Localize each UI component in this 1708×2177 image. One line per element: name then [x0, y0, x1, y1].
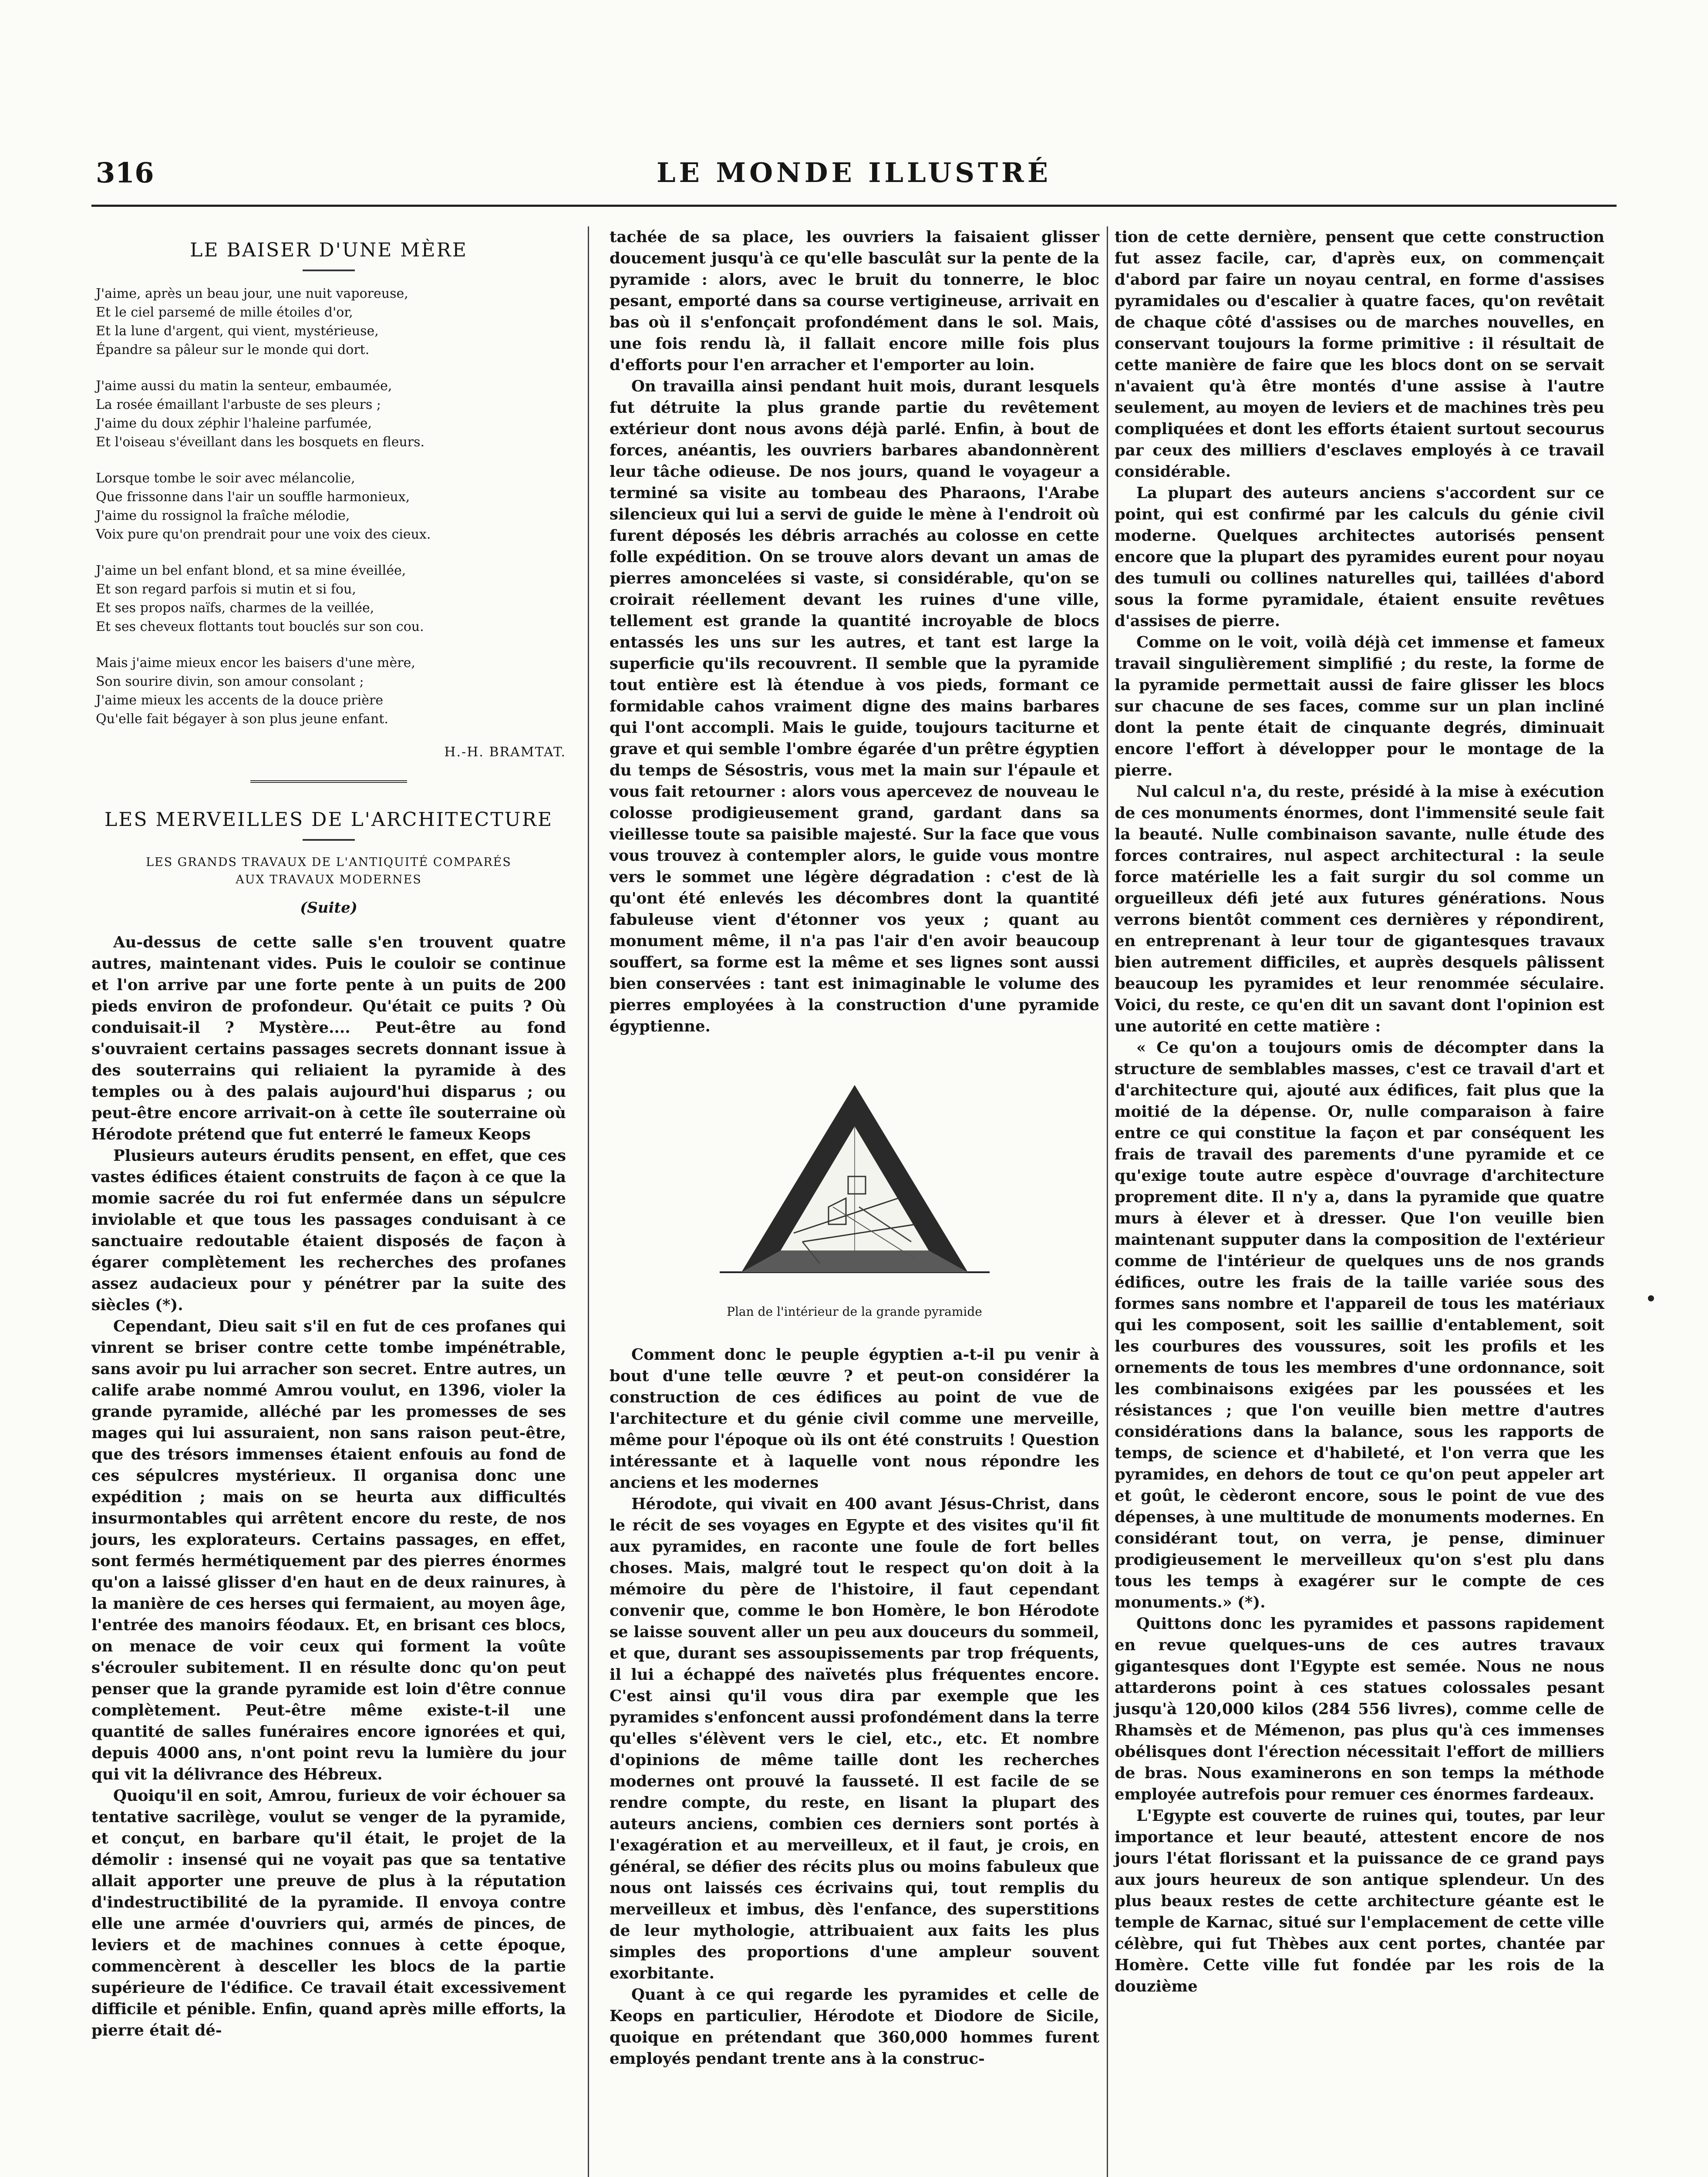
- poem-line: J'aime, après un beau jour, une nuit vaporeuse,: [96, 286, 408, 301]
- poem-line: J'aime du doux zéphir l'haleine parfumée,: [96, 416, 372, 431]
- paragraph: Quant à ce qui regarde les pyramides et celle de Keops en particulier, Hérodote et Diodore de Sicile, quoique en prétendant que 360,000 hommes furent employés pendant trente ans à la construc-: [610, 1986, 1099, 2068]
- paragraph: Plusieurs auteurs érudits pensent, en effet, que ces vastes édifices étaient construits de façon à ce que la momie sacrée du roi fut enfermée dans un sépulcre inviolable et que tous les passages conduisant à ce sanctuaire redoutable étaient disposés de façon à égarer complètement les recherches des profanes assez audacieux pour y pénétrer par la suite des siècles (*).: [91, 1147, 566, 1314]
- poem-line: J'aime un bel enfant blond, et sa mine éveillée,: [96, 563, 406, 578]
- paragraph: tion de cette dernière, pensent que cette construction fut assez facile, car, d'après eux, on commençait d'abord par faire un noyau central, en forme d'assises pyramidales ou d'escalier à quatre faces, qu'on revêtait de chaque côté d'assises ou de marches nouvelles, en conservant toujours la forme primitive : il résultait de cette manière de faire que les blocs dont on se servait n'avaient qu'à être montés d'une assise à l'autre seulement, au moyen de leviers et de machines très peu compliquées et dont les efforts étaient surtout secourus par ceux des milliers d'esclaves employés à ce travail considérable.: [1115, 228, 1604, 481]
- figure-caption: Plan de l'intérieur de la grande pyramide: [727, 1304, 982, 1319]
- paragraph: Quittons donc les pyramides et passons rapidement en revue quelques-uns de ces autres travaux gigantesques dont l'Egypte est semée. Nous ne nous attarderons point à ces statues colossales pesant jusqu'à 120,000 kilos (284 556 livres), comme celle de Rhamsès et de Mémenon, pas plus qu'à ces immenses obélisques dont l'érection nécessitait l'effort de milliers de bras. Nous examinerons en son temps la méthode employée autrefois pour remuer ces énormes fardeaux.: [1115, 1615, 1604, 1803]
- poem-line: Son sourire divin, son amour consolant ;: [96, 674, 364, 689]
- poem-line: J'aime mieux les accents de la douce prière: [96, 693, 384, 708]
- quotation-paragraph: « Ce qu'on a toujours omis de décompter dans la structure de semblables masses, c'est ce travail d'art et d'architecture qui, ajouté aux édifices, fait plus que la moitié de la dépense. Or, nulle comparaison à faire entre ce qui constitue la façon et par conséquent les frais de travail des parements d'une pyramide et ce qu'exige toute autre espèce d'ouvrage d'architecture proprement dite. Il n'y a, dans la pyramide que quatre murs à élever et à dresser. Que l'on veuille bien maintenant supputer dans la composition de l'extérieur comme de l'intérieur de quelques uns de nos grands édifices, outre les frais de la taille variée sous des formes sans nombre et l'appareil de tous les matériaux qui les composent, soit les saillie d'entablement, soit les courbures des voussures, soit les profils et les ornements de tous les membres d'une ordonnance, soit les combinaisons exigées par les poussées et les résistances ; que l'on veuille bien mettre d'autres considérations dans la balance, sous les rapports de temps, de science et d'habileté, et l'on verra que les pyramides, en dehors de tout ce qu'on peut appeler art et goût, le cèderont encore, sous le point de vue des dépenses, à une multitude de monuments modernes. En considérant tout, on verra, je pense, diminuer prodigieusement le merveilleux qu'on s'est plu dans tous les temps à exagérer sur le compte de ces monuments.» (*).: [1115, 1039, 1604, 1611]
- paragraph: Comme on le voit, voilà déjà cet immense et fameux travail singulièrement simplifié ; du reste, la forme de la pyramide permettait aussi de faire glisser les blocs sur chacune de ses faces, comme sur un plan incliné dont la pente était de cinquante degrés, diminuait encore l'effort à développer pour le montage de la pierre.: [1115, 634, 1604, 779]
- poem-line: Mais j'aime mieux encor les baisers d'une mère,: [96, 655, 415, 671]
- section-divider: [250, 780, 407, 783]
- paragraph: Comment donc le peuple égyptien a-t-il pu venir à bout d'une telle œuvre ? et peut-on considérer la construction de ces édifices au point de vue de l'architecture et du génie civil comme une merveille, même pour l'époque où ils ont été construits ! Question intéressante et à laquelle vont nous répondre les anciens et les modernes: [610, 1346, 1099, 1492]
- poem-line: Et la lune d'argent, qui vient, mystérieuse,: [96, 324, 379, 339]
- poem-title: LE BAISER D'UNE MÈRE: [190, 239, 468, 261]
- paragraph: tachée de sa place, les ouvriers la faisaient glisser doucement jusqu'à ce qu'elle basculât sur la pente de la pyramide : alors, avec le bruit du tonnerre, le bloc pesant, emporté dans sa course vertigineuse, arrivait en bas où il s'enfonçait profondément dans le sol. Mais, une fois rendu là, il fallait encore mille fois plus d'efforts pour l'en arracher et l'emporter au loin.: [610, 228, 1099, 374]
- pyramid-cross-section-illustration: [715, 1068, 994, 1294]
- poem-line: La rosée émaillant l'arbuste de ses pleurs ;: [96, 397, 381, 412]
- paragraph: Nul calcul n'a, du reste, présidé à la mise à exécution de ces monuments énormes, dont l'immensité seule fait la beauté. Nulle combinaison savante, nulle étude des forces contraires, nul aspect architectural : la seule force matérielle les a fait surgir du sol comme un orgueilleux défi jeté aux futures générations. Nous verrons bientôt comment ces dernières y répondirent, en entreprenant à leur tour de gigantesques travaux bien autrement difficiles, et auprès desquels pâlissent beaucoup les pyramides et leur renommée séculaire. Voici, du reste, ce qu'en dit un savant dont l'opinion est une autorité en cette matière :: [1115, 783, 1604, 1035]
- paragraph: Quoiqu'il en soit, Amrou, furieux de voir échouer sa tentative sacrilège, voulut se venger de la pyramide, et conçut, en barbare qu'il était, le projet de la démolir : insensé qui ne voyait pas que sa tentative allait apporter une preuve de plus à la réputation d'indestructibilité de la pyramide. Il envoya contre elle une armée d'ouvriers qui, armés de pinces, de leviers et de machines connues à cette époque, commencèrent à desceller les blocs de la partie supérieure de l'édifice. Ce travail était excessivement difficile et pénible. Enfin, quand après mille efforts, la pierre était dé-: [91, 1787, 566, 2039]
- paragraph: L'Egypte est couverte de ruines qui, toutes, par leur importance et leur beauté, attestent encore de nos jours l'état florissant et la puissance de ce grand pays aux jours heureux de son antique splendeur. Un des plus beaux restes de cette architecture géante est le temple de Karnac, situé sur l'emplacement de cette ville célèbre, qui fut Thèbes aux cent portes, chantée par Homère. Cette ville fut fondée par les rois de la douzième: [1115, 1807, 1604, 1995]
- poem-body: [91, 284, 566, 728]
- article-subtitle: [91, 854, 566, 889]
- paragraph: Hérodote, qui vivait en 400 avant Jésus-Christ, dans le récit de ses voyages en Egypte et des visites qu'il fit aux pyramides, en raconte une foule de fort belles choses. Mais, malgré tout le respect qu'on doit à la mémoire du père de l'histoire, il faut cependant convenir que, comme le bon Homère, le bon Hérodote se laisse souvent aller un peu aux douceurs du sommeil, et que, durant ses assoupissements par trop fréquents, il lui a échappé des naïvetés plus fréquentes encore. C'est ainsi qu'il vous dira par exemple que les pyramides s'enfoncent aussi profondément dans la terre qu'elles s'élèvent vers le ciel, etc., etc. Et nombre d'opinions de même taille dont les recherches modernes ont prouvé la fausseté. Il est facile de se rendre compte, du reste, en lisant la plupart des auteurs anciens, combien ces derniers sont portés à l'exagération et au merveilleux, et il faut, je crois, en général, se défier des récits plus ou moins fabuleux que nous ont laissés ces écrivains qui, tout remplis du merveilleux et imbus, dès l'enfance, des superstitions de leur mythologie, attribuaient aux faits les plus simples des proportions d'une ampleur souvent exorbitante.: [610, 1495, 1099, 1982]
- ink-mark: [1648, 1295, 1654, 1301]
- paragraph: Au-dessus de cette salle s'en trouvent quatre autres, maintenant vides. Puis le couloir se continue et l'on arrive par une forte pente à un puits de 200 pieds environ de profondeur. Qu'était ce puits ? Où conduisait-il ? Mystère.... Peut-être au fond s'ouvraient certains passages secrets donnant issue à des souterrains qui reliaient la pyramide à des temples ou à des palais aujourd'hui disparus ; ou peut-être encore arrivait-on à cette île souterraine où Hérodote prétend que fut enterré le fameux Keops: [91, 933, 566, 1143]
- poem-stanza: [96, 469, 566, 544]
- column-3: [1115, 226, 1604, 1997]
- page-number: 316: [96, 157, 154, 189]
- poem-author: H.-H. BRAMTAT.: [444, 745, 566, 760]
- article-title-rule: [303, 839, 355, 841]
- column-divider: [588, 226, 589, 2177]
- poem-line: Voix pure qu'on prendrait pour une voix des cieux.: [96, 527, 431, 542]
- article-subtitle-line: AUX TRAVAUX MODERNES: [236, 873, 422, 886]
- column-2-text-top: [610, 226, 1099, 1037]
- poem-line: J'aime du rossignol la fraîche mélodie,: [96, 508, 350, 523]
- poem-line: Épandre sa pâleur sur le monde qui dort.: [96, 342, 370, 357]
- poem-stanza: [96, 561, 566, 636]
- poem-line: Que frissonne dans l'air un souffle harmonieux,: [96, 489, 410, 505]
- poem-line: Et ses cheveux flottants tout bouclés sur son cou.: [96, 619, 424, 634]
- paragraph: On travailla ainsi pendant huit mois, durant lesquels fut détruite la plus grande partie du revêtement extérieur dont nous avons déjà parlé. Enfin, à bout de forces, anéantis, les ouvriers barbares abandonnèrent leur tâche odieuse. De nos jours, quand le voyageur a terminé sa visite au tombeau des Pharaons, l'Arabe silencieux qui lui a servi de guide le mène à l'endroit où furent déposés les débris arrachés au colosse en cette folle expédition. On se trouve alors devant un amas de pierres amoncelées si vaste, si considérable, qu'on se croirait réellement devant les ruines d'une ville, tellement est grande la quantité incroyable de blocs entassés les uns sur les autres, et tant est large la superficie qu'ils recouvrent. Il semble que la pyramide tout entière est là étendue à vos pieds, formant ce formidable cahos vraiment digne des mains barbares qui l'ont accompli. Mais le guide, toujours taciturne et grave et qui semble l'ombre égarée d'un prêtre égyptien du temps de Sésostris, vous met la main sur l'épaule et vous fait retourner : alors vous apercevez de nouveau le colosse prodigieusement grand, gardant dans sa vieillesse toute sa paisible majesté. Sur la face que vous vous trouvez à contempler alors, le guide vous montre vers le sommet une légère dégradation : c'est de là qu'ont été enlevés les décombres dont la quantité fabuleuse vient d'étonner vos yeux ; quant au monument même, il n'a pas l'air d'en avoir beaucoup souffert, sa forme est la même et ses lignes sont aussi bien conservées : tant est inimaginable le volume des pierres employées à la construction d'une pyramide égyptienne.: [610, 377, 1099, 1035]
- page-header: [91, 157, 1617, 200]
- poem-line: Et ses propos naïfs, charmes de la veillée,: [96, 600, 374, 616]
- column-divider: [1107, 226, 1108, 2177]
- poem-line: Qu'elle fait bégayer à son plus jeune enfant.: [96, 711, 388, 727]
- poem-line: Et l'oiseau s'éveillant dans les bosquets en fleurs.: [96, 435, 425, 450]
- poem-line: Et le ciel parsemé de mille étoiles d'or,: [96, 305, 353, 320]
- poem-title-rule: [303, 270, 355, 271]
- paragraph: Cependant, Dieu sait s'il en fut de ces profanes qui vinrent se briser contre cette tombe impénétrable, sans avoir pu lui arracher son secret. Entre autres, un calife arabe nommé Amrou voulut, en 1396, violer la grande pyramide, alléché par les promesses de ses mages qui lui assuraient, non sans raison peut-être, que des trésors immenses étaient enfouis au fond de ces sépulcres mystérieux. Il organisa donc une expédition ; mais on se heurta aux difficultés insurmontables qui arrêtent encore du reste, de nos jours, les explorateurs. Certains passages, en effet, sont fermés hermétiquement par des pierres énormes qu'on a laissé glisser d'en haut en de deux rainures, à la manière de ces herses qui fermaient, au moyen âge, l'entrée des manoirs féodaux. Et, en brisant ces blocs, on menace de voir ceux qui forment la voûte s'écrouler subitement. Il en résulte donc qu'on peut penser que la grande pyramide est loin d'être connue complètement. Peut-être même existe-t-il une quantité de salles funéraires encore ignorées et qui, depuis 4000 ans, n'ont point revu la lumière du jour qui vit la délivrance des Hébreux.: [91, 1318, 566, 1783]
- article-subtitle-line: LES GRANDS TRAVAUX DE L'ANTIQUITÉ COMPARÉS: [146, 856, 512, 869]
- paragraph: La plupart des auteurs anciens s'accordent sur ce point, qui est confirmé par les calculs du génie civil moderne. Quelques architectes autorisés pensent encore que la plupart des pyramides eurent pour noyau des tumuli ou collines naturelles qui, taillées d'abord sous la forme pyramidale, étaient ensuite revêtues d'assises de pierre.: [1115, 484, 1604, 630]
- poem-stanza: [96, 654, 566, 728]
- article-continuation: (Suite): [300, 899, 357, 917]
- article-title: LES MERVEILLES DE L'ARCHITECTURE: [104, 809, 553, 831]
- pyramid-figure: [610, 1068, 1099, 1322]
- header-rule: [91, 205, 1617, 207]
- column-3-text-b: [1115, 1613, 1604, 1997]
- column-2: [610, 226, 1099, 2069]
- column-3-text-a: [1115, 226, 1604, 1037]
- column-1: [91, 226, 566, 2041]
- poem-line: Et son regard parfois si mutin et si fou,: [96, 582, 356, 597]
- poem-line: J'aime aussi du matin la senteur, embaumée,: [96, 378, 392, 394]
- column-2-text-bottom: [610, 1344, 1099, 2069]
- poem-stanza: [96, 284, 566, 359]
- poem-line: Lorsque tombe le soir avec mélancolie,: [96, 471, 355, 486]
- poem-stanza: [96, 377, 566, 452]
- journal-title: LE MONDE ILLUSTRÉ: [657, 157, 1051, 189]
- column-1-text: [91, 932, 566, 2041]
- cited-quotation: [1115, 1037, 1604, 1613]
